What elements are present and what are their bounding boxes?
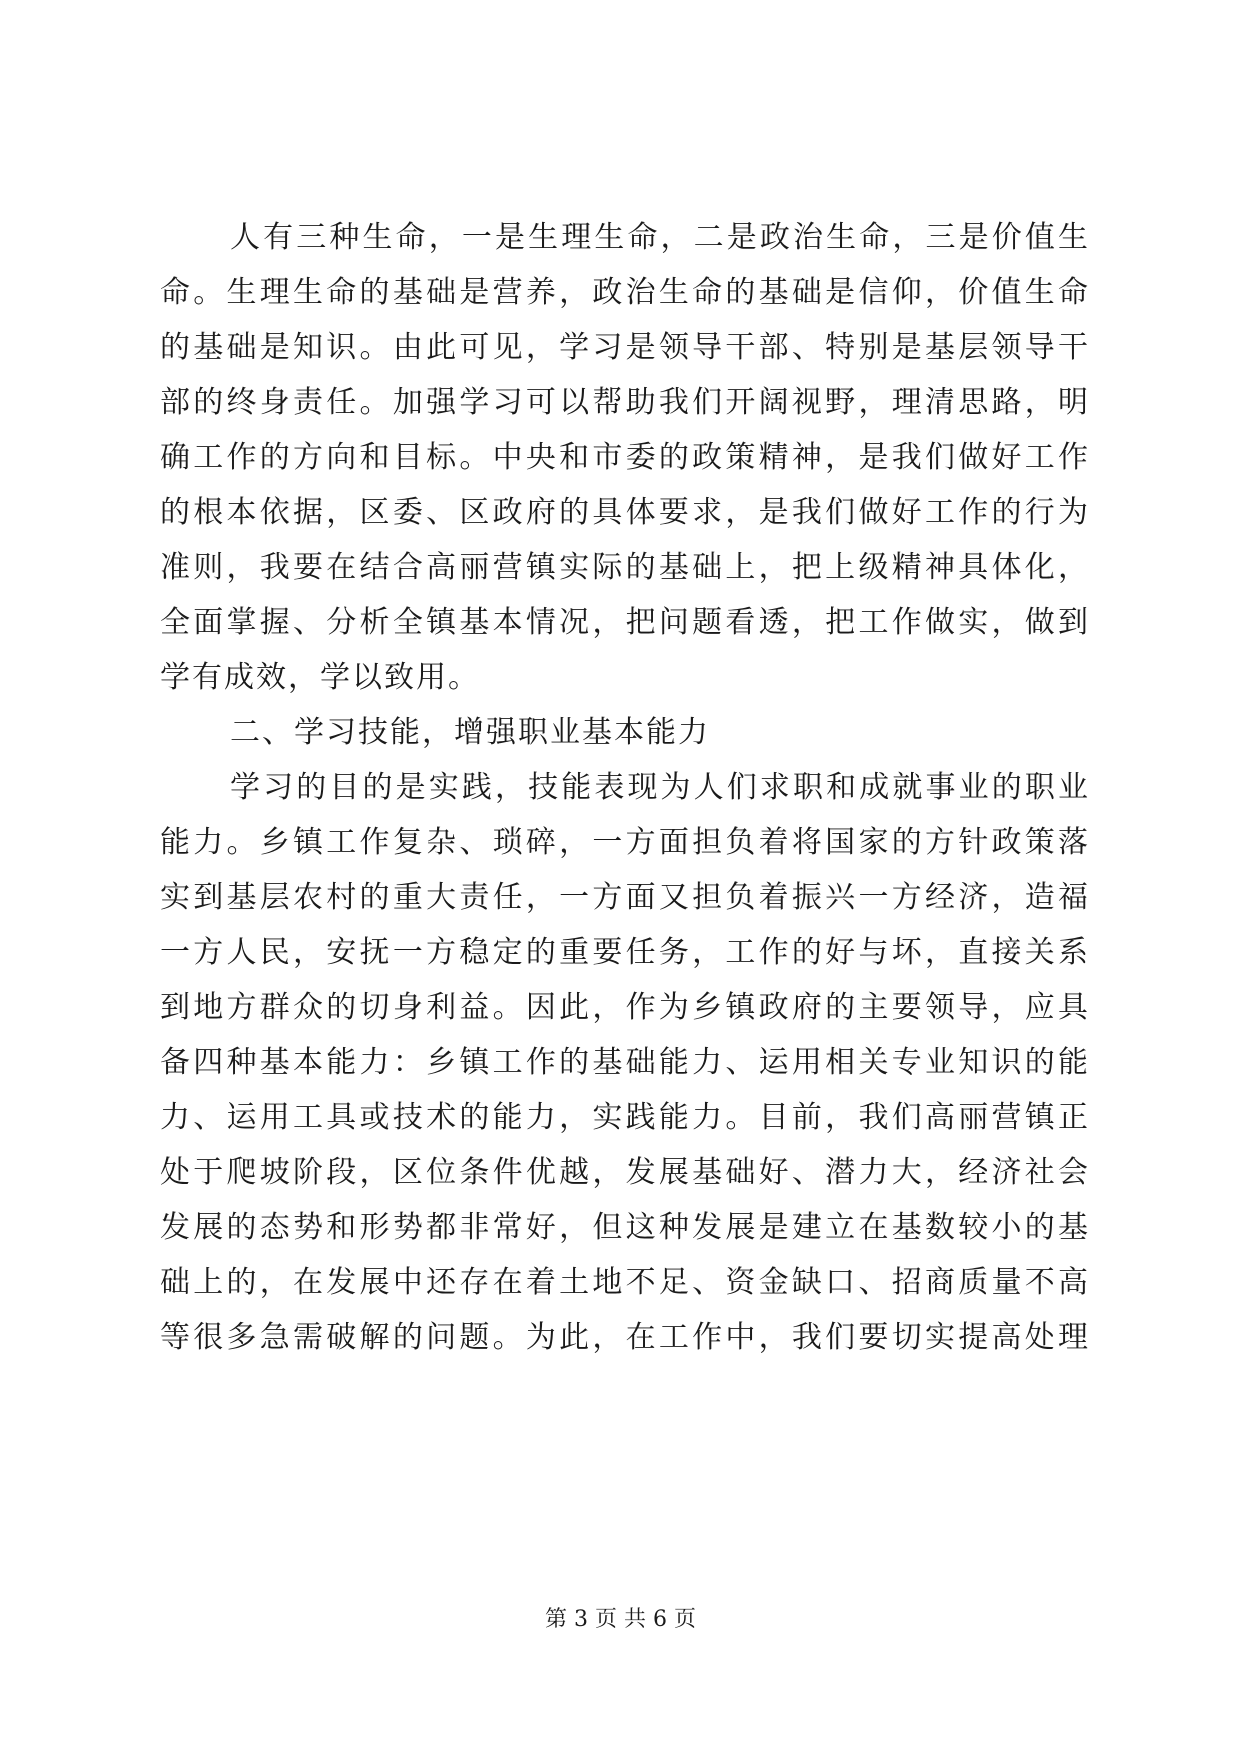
paragraph-2-line-8: 处于爬坡阶段，区位条件优越，发展基础好、潜力大，经济社会 <box>160 1155 1090 1190</box>
paragraph-1-line-5: 确工作的方向和目标。中央和市委的政策精神，是我们做好工作 <box>160 440 1090 475</box>
paragraph-2-line-11: 等很多急需破解的问题。为此，在工作中，我们要切实提高处理 <box>160 1320 1090 1355</box>
paragraph-2-line-1: 学习的目的是实践，技能表现为人们求职和成就事业的职业 <box>230 770 1090 805</box>
paragraph-1-line-3: 的基础是知识。由此可见，学习是领导干部、特别是基层领导干 <box>160 330 1090 365</box>
section-heading: 二、学习技能，增强职业基本能力 <box>230 715 710 750</box>
paragraph-2-line-4: 一方人民，安抚一方稳定的重要任务，工作的好与坏，直接关系 <box>160 935 1090 970</box>
paragraph-2-line-2: 能力。乡镇工作复杂、琐碎，一方面担负着将国家的方针政策落 <box>160 825 1090 860</box>
paragraph-2-line-7: 力、运用工具或技术的能力，实践能力。目前，我们高丽营镇正 <box>160 1100 1090 1135</box>
paragraph-2-line-6: 备四种基本能力：乡镇工作的基础能力、运用相关专业知识的能 <box>160 1045 1090 1080</box>
paragraph-2-line-10: 础上的，在发展中还存在着土地不足、资金缺口、招商质量不高 <box>160 1265 1090 1300</box>
paragraph-1-line-6: 的根本依据，区委、区政府的具体要求，是我们做好工作的行为 <box>160 495 1090 530</box>
paragraph-1-line-7: 准则，我要在结合高丽营镇实际的基础上，把上级精神具体化， <box>160 550 1090 585</box>
paragraph-2-line-5: 到地方群众的切身利益。因此，作为乡镇政府的主要领导，应具 <box>160 990 1090 1025</box>
paragraph-1-line-4: 部的终身责任。加强学习可以帮助我们开阔视野，理清思路，明 <box>160 385 1090 420</box>
paragraph-1-line-1: 人有三种生命，一是生理生命，二是政治生命，三是价值生 <box>230 220 1090 255</box>
paragraph-1-line-9: 学有成效，学以致用。 <box>160 660 480 695</box>
paragraph-2-line-3: 实到基层农村的重大责任，一方面又担负着振兴一方经济，造福 <box>160 880 1090 915</box>
page-number-footer: 第 3 页 共 6 页 <box>545 1607 696 1632</box>
paragraph-2-line-9: 发展的态势和形势都非常好，但这种发展是建立在基数较小的基 <box>160 1210 1090 1245</box>
paragraph-1-line-8: 全面掌握、分析全镇基本情况，把问题看透，把工作做实，做到 <box>160 605 1090 640</box>
paragraph-1-line-2: 命。生理生命的基础是营养，政治生命的基础是信仰，价值生命 <box>160 275 1090 310</box>
